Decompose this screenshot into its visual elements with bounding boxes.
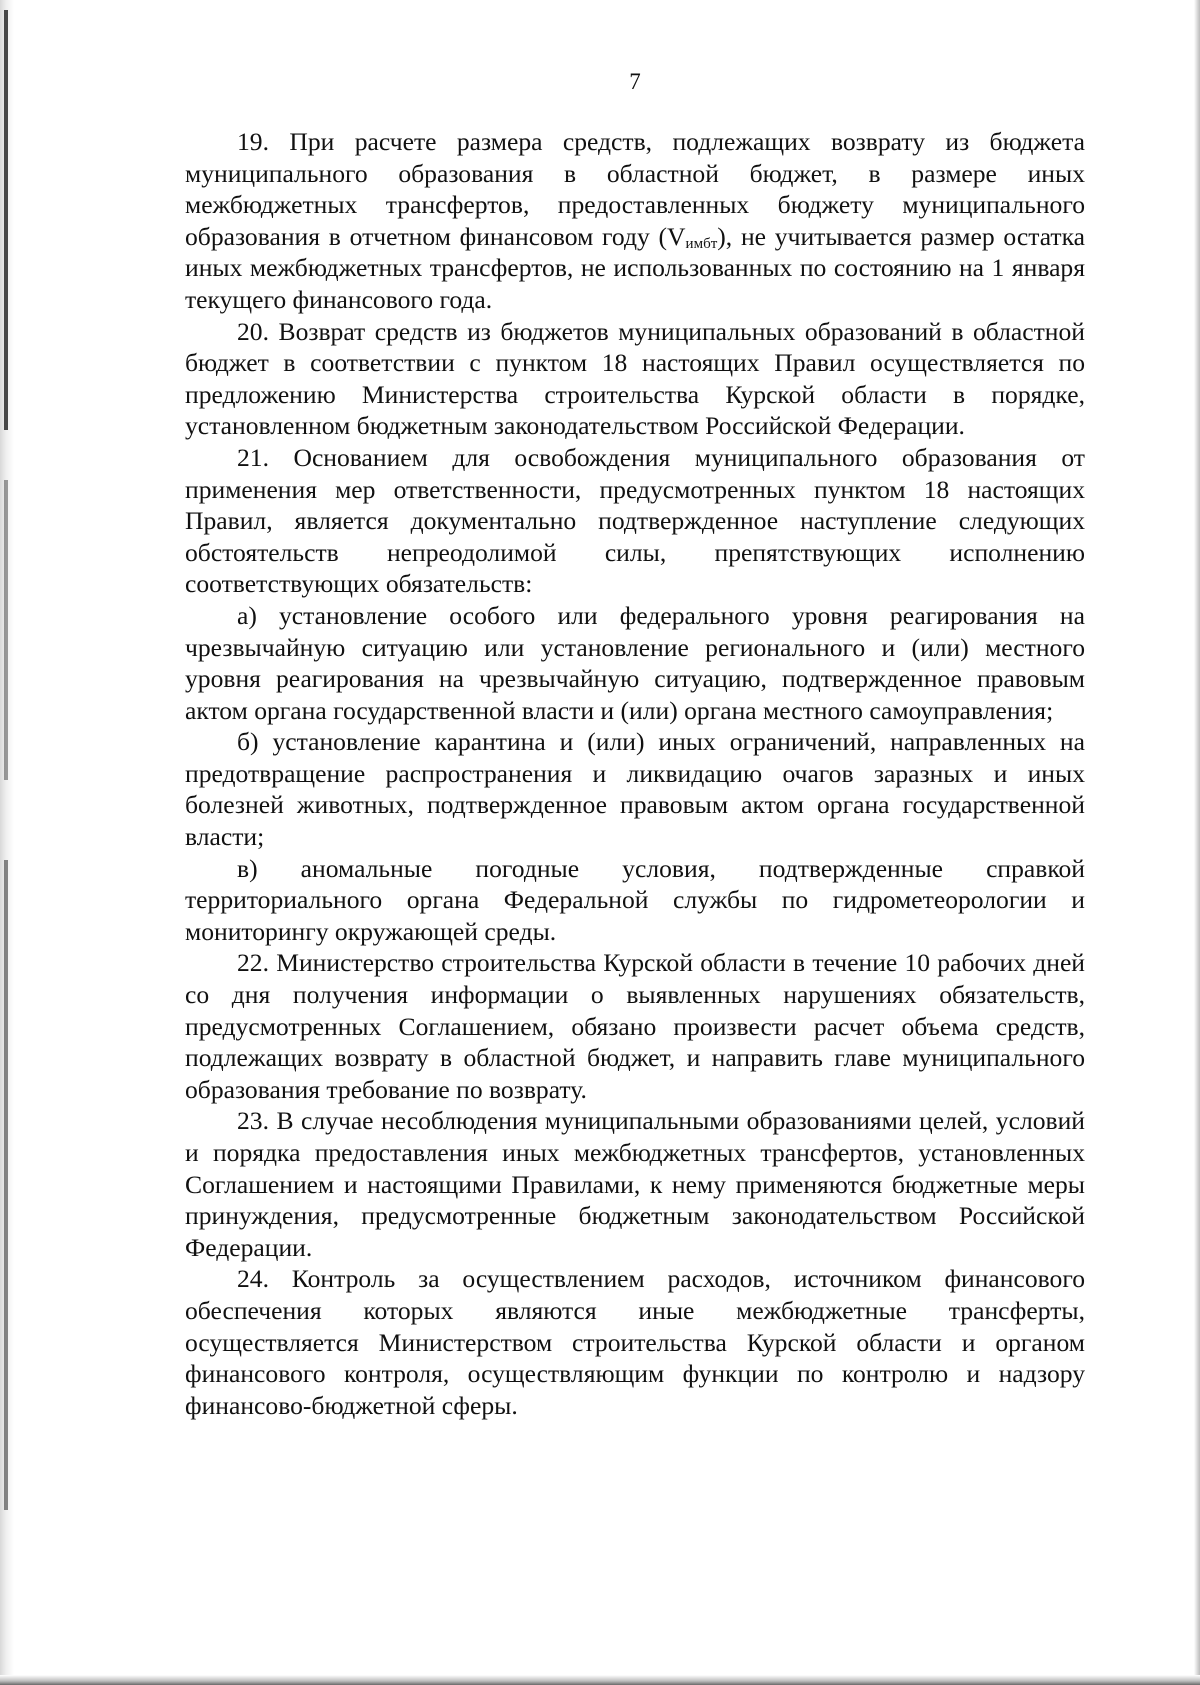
scan-artifact <box>4 480 8 780</box>
paragraph-20: 20. Возврат средств из бюджетов муниципальных образований в областной бюджет в соответствии с пунктом 18 настоящих Правил осуществляется по предложению Министерства строительства Курской области в порядке, установленном бюджетным законодательством Российской Федерации. <box>185 316 1085 441</box>
paragraph-19-subscript: имбт <box>685 235 718 252</box>
paragraph-21-a: а) установление особого или федерального уровня реагирования на чрезвычайную ситуацию или установление регионального и (или) местного уровня реагирования на чрезвычайную ситуацию, подтвержденное правовым актом органа государственной власти и (или) органа местного самоуправления; <box>185 600 1085 725</box>
scan-edge-bottom <box>0 1675 1200 1685</box>
paragraph-19-text-before: 19. При расчете размера средств, подлежащих возврату из бюджета муниципального образования в областной бюджет, в размере иных межбюджетных трансфертов, предоставленных бюджету муниципального образования в отчетном финансовом году (V <box>185 127 1085 251</box>
paragraph-24: 24. Контроль за осуществлением расходов, источником финансового обеспечения которых являются иные межбюджетные трансферты, осуществляется Министерством строительства Курской области и органом финансового контроля, осуществляющим функции по контролю и надзору финансово-бюджетной сферы. <box>185 1264 1085 1420</box>
paragraph-21-c: в) аномальные погодные условия, подтвержденные справкой территориального органа Федеральной службы по гидрометеорологии и мониторингу окружающей среды. <box>185 853 1085 946</box>
paragraph-19-text-after: ), не учитывается размер остатка иных межбюджетных трансфертов, не использованных по состоянию на 1 января текущего финансового года. <box>185 221 1085 314</box>
paragraph-21-b: б) установление карантина и (или) иных ограничений, направленных на предотвращение распространения и ликвидацию очагов заразных и иных болезней животных, подтвержденное правовым актом органа государственной власти; <box>185 727 1085 852</box>
scan-edge-right <box>1194 0 1200 1685</box>
scan-artifact <box>4 860 8 1510</box>
paragraph-23: 23. В случае несоблюдения муниципальными образованиями целей, условий и порядка предоставления иных межбюджетных трансфертов, установленных Соглашением и настоящими Правилами, к нему применяются бюджетные меры принуждения, предусмотренные бюджетным законодательством Российской Федерации. <box>185 1106 1085 1262</box>
page-number: 7 <box>629 69 641 94</box>
paragraph-22: 22. Министерство строительства Курской области в течение 10 рабочих дней со дня получения информации о выявленных нарушениях обязательств, предусмотренных Соглашением, обязано произвести расчет объема средств, подлежащих возврату в областной бюджет, и направить главе муниципального образования требование по возврату. <box>185 948 1085 1104</box>
document-body <box>185 126 1085 1421</box>
paragraph-21: 21. Основанием для освобождения муниципального образования от применения мер ответственности, предусмотренных пунктом 18 настоящих Правил, является документально подтвержденное наступление следующих обстоятельств непреодолимой силы, препятствующих исполнению соответствующих обязательств: <box>185 442 1085 599</box>
paragraph-19 <box>185 126 1085 316</box>
